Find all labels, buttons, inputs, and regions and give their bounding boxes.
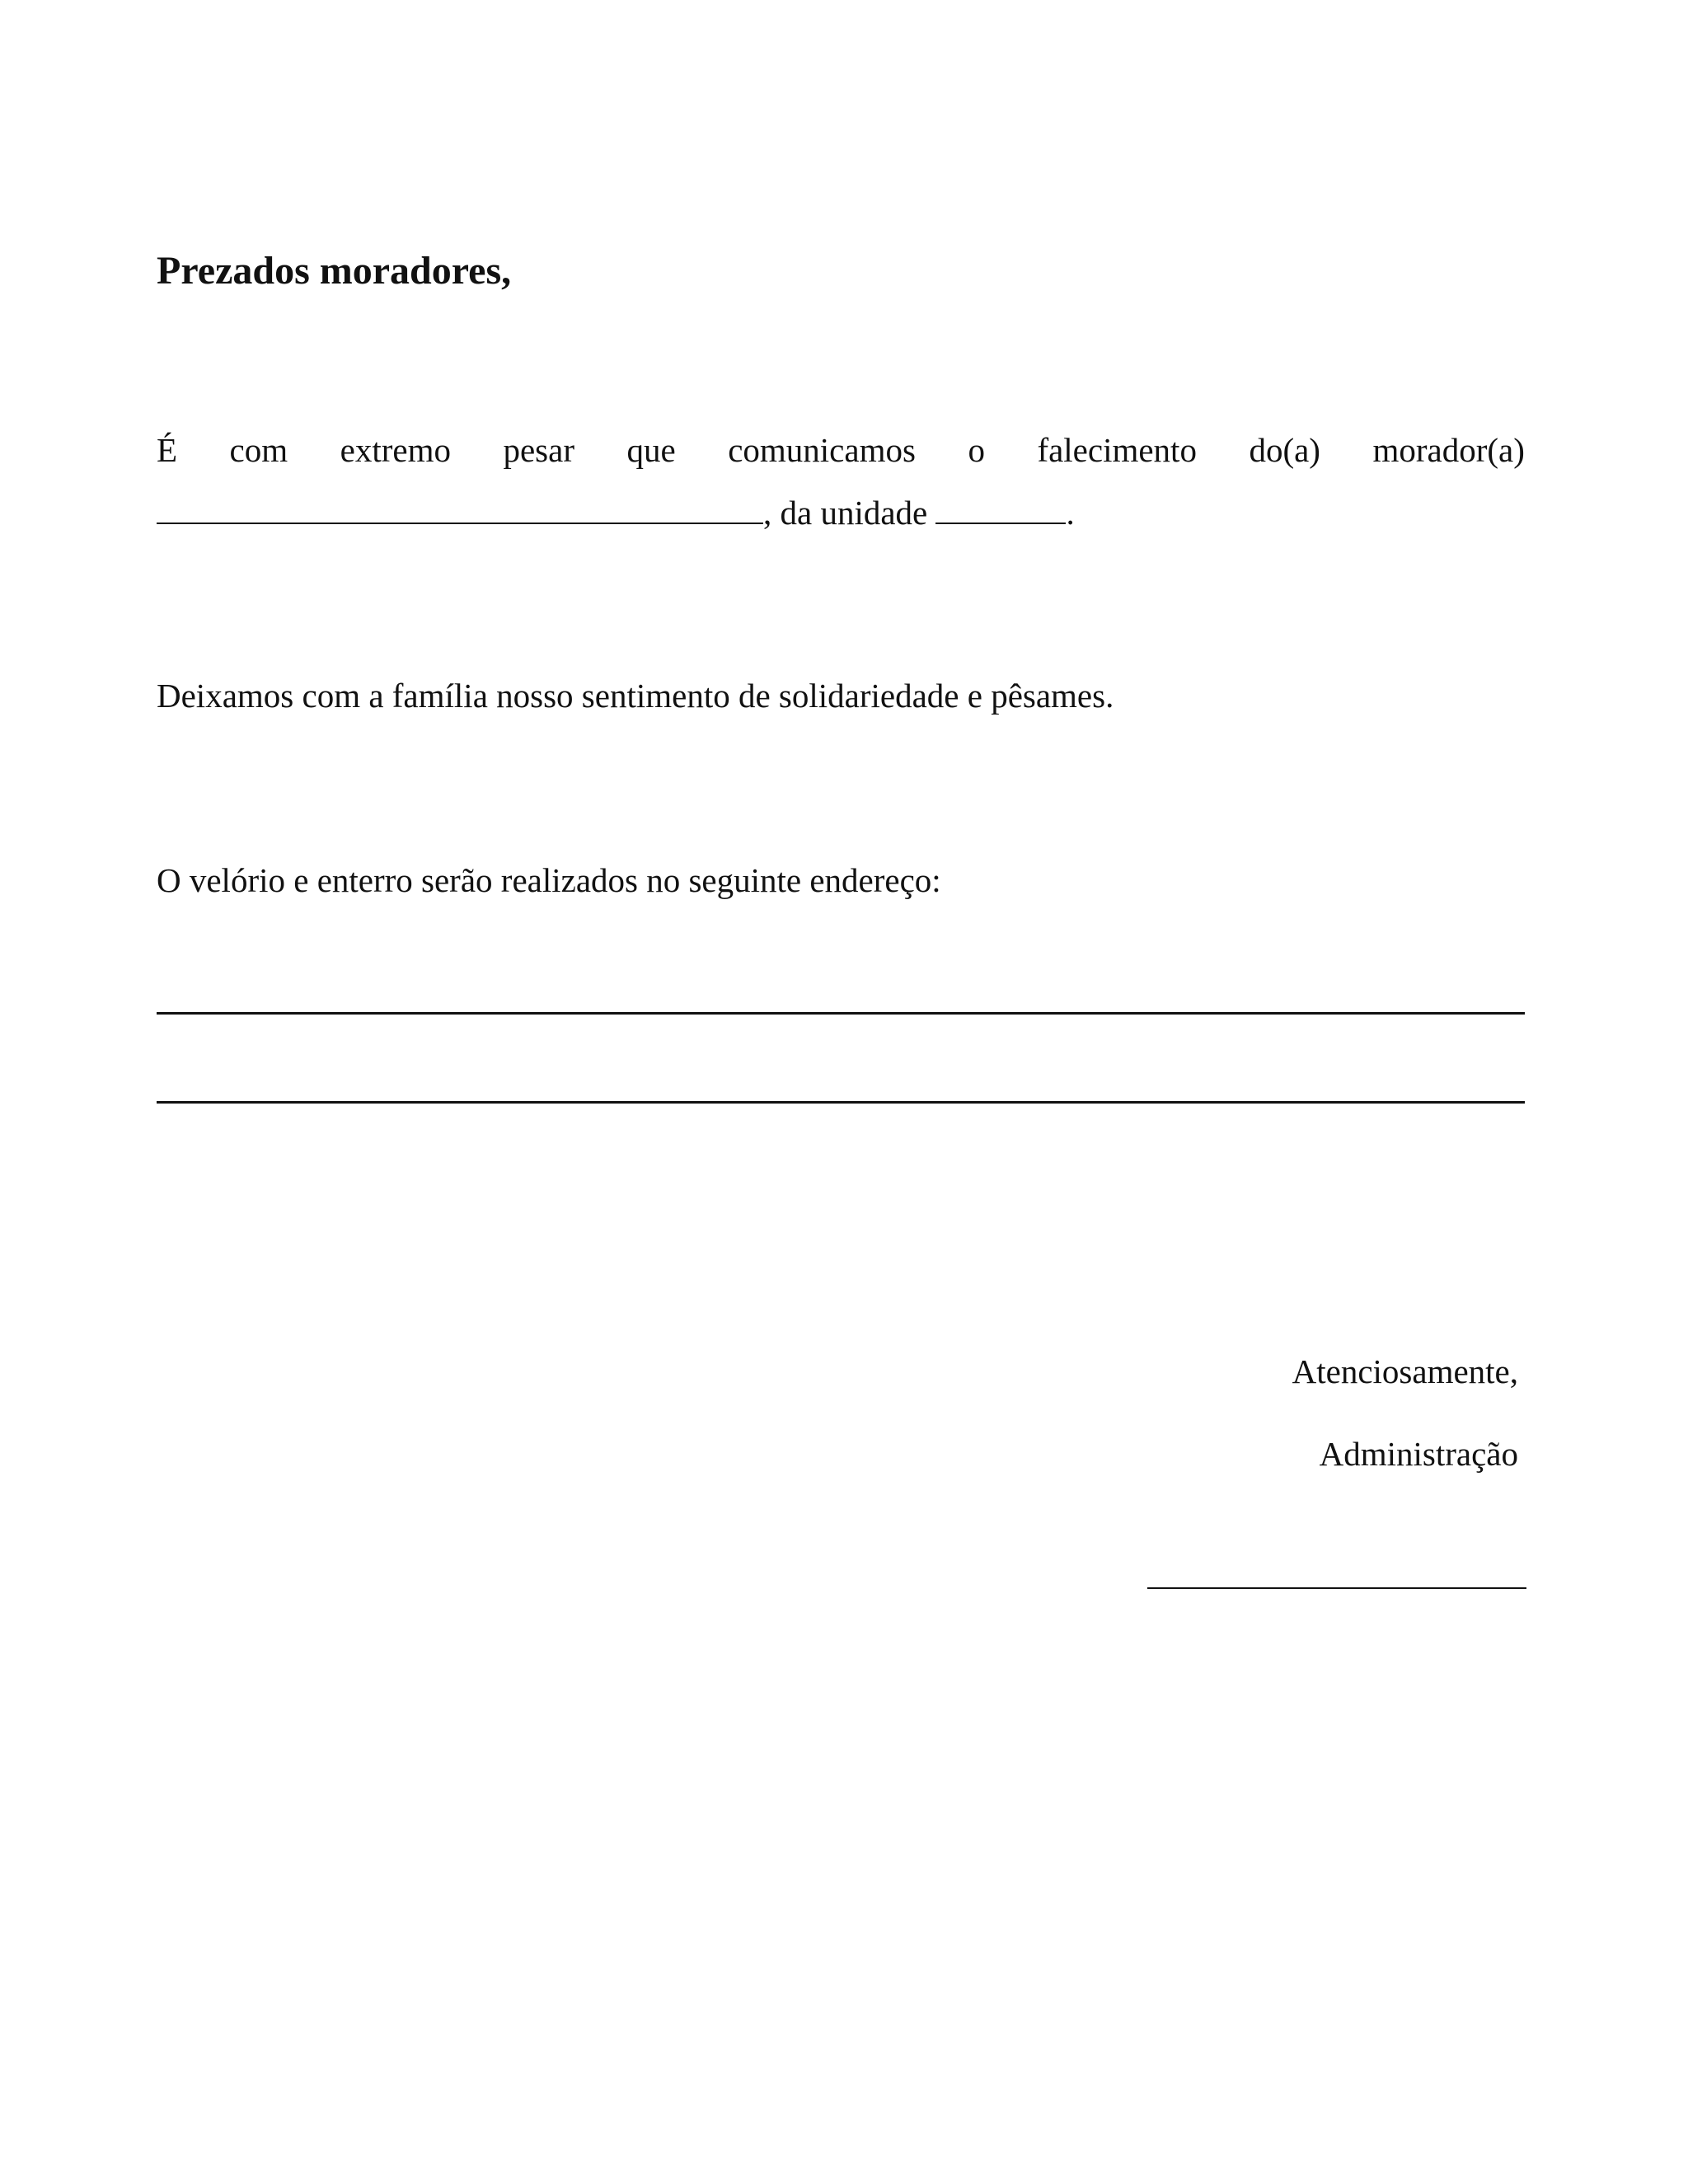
- announcement-word: É: [157, 431, 178, 469]
- announcement-word: que: [626, 431, 676, 469]
- signature-line[interactable]: [1147, 1587, 1526, 1589]
- announcement-word: morador(a): [1372, 431, 1525, 469]
- announcement-word: do(a): [1249, 431, 1320, 469]
- sender-name: Administração: [1319, 1435, 1518, 1473]
- unit-end-text: .: [1066, 494, 1075, 532]
- announcement-line: [157, 430, 1525, 471]
- announcement-word: o: [968, 431, 985, 469]
- announcement-word: extremo: [340, 431, 451, 469]
- announcement-word: pesar: [503, 431, 574, 469]
- greeting-heading: Prezados moradores,: [157, 249, 512, 293]
- solidarity-paragraph: Deixamos com a família nosso sentimento de solidariedade e pêsames.: [157, 677, 1114, 715]
- announcement-word: com: [229, 431, 288, 469]
- announcement-word: falecimento: [1037, 431, 1197, 469]
- unit-number-blank[interactable]: [935, 493, 1066, 524]
- address-intro-paragraph: O velório e enterro serão realizados no seguinte endereço:: [157, 861, 941, 899]
- announcement-fill-line: [157, 493, 1075, 533]
- closing-text: Atenciosamente,: [1292, 1352, 1518, 1390]
- address-blank-line-2[interactable]: [157, 1101, 1525, 1104]
- unit-connector-text: , da unidade: [763, 494, 936, 532]
- resident-name-blank[interactable]: [157, 493, 763, 524]
- announcement-word: comunicamos: [728, 431, 916, 469]
- address-blank-line-1[interactable]: [157, 1012, 1525, 1015]
